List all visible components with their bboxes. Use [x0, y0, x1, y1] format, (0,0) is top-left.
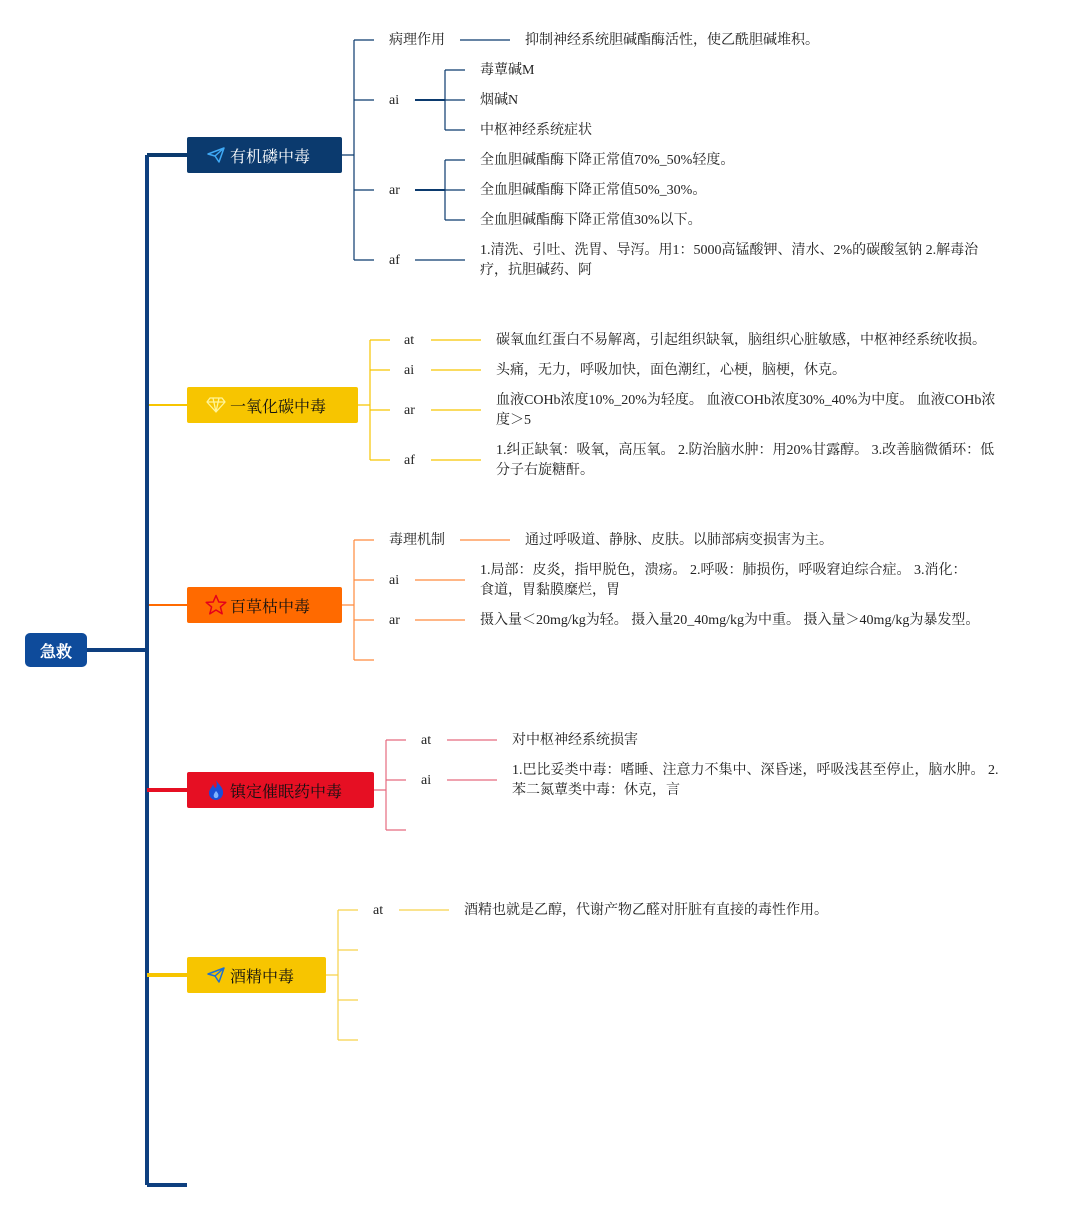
branch-sedative[interactable]	[187, 772, 374, 808]
node-key: ai	[421, 773, 432, 788]
flame-icon	[205, 779, 227, 801]
node-sub: 毒蕈碱M	[480, 63, 535, 78]
branch-carbon-monoxide[interactable]	[187, 387, 358, 423]
node-key: ar	[389, 183, 400, 198]
node-sub: 全血胆碱酯酶下降正常值50%_30%。	[480, 183, 707, 198]
branch-label: 镇定催眠药中毒	[230, 781, 343, 801]
branch-paraquat[interactable]	[187, 587, 342, 623]
branch-alcohol[interactable]	[187, 957, 326, 993]
node-text: 摄入量＜20mg/kg为轻。 摄入量20_40mg/kg为中重。 摄入量＞40mg/kg为暴发型。	[480, 613, 980, 628]
node-text: 对中枢神经系统损害	[512, 733, 638, 748]
node-text: 1.巴比妥类中毒：嗜睡、注意力不集中、深昏迷，呼吸浅甚至停止，脑水肿。 2.苯二氮蕈类中毒：休克，言	[512, 763, 999, 798]
branch2-lines	[340, 340, 481, 460]
node-key: ai	[389, 573, 400, 588]
node-text: 血液COHb浓度10%_20%为轻度。 血液COHb浓度30%_40%为中度。 血液COHb浓度＞5	[496, 393, 996, 428]
node-text: 酒精也就是乙醇，代谢产物乙醛对肝脏有直接的毒性作用。	[464, 903, 828, 918]
node-text: 抑制神经系统胆碱酯酶活性，使乙酰胆碱堆积。	[525, 33, 819, 48]
node-key: af	[389, 253, 400, 268]
node-text: 1.清洗、引吐、洗胃、导泻。用1：5000高锰酸钾、清水、2%的碳酸氢钠 2.解毒治疗，抗胆碱药、阿	[480, 243, 979, 278]
node-key: 毒理机制	[389, 533, 445, 548]
node-key: at	[421, 733, 432, 748]
root-node[interactable]: 急救	[25, 633, 87, 667]
node-key: ar	[404, 403, 415, 418]
node-key: ai	[404, 363, 415, 378]
node-text: 碳氧血红蛋白不易解离，引起组织缺氧，脑组织心脏敏感，中枢神经系统收损。	[496, 333, 986, 348]
branch-label: 一氧化碳中毒	[230, 396, 327, 416]
branch-label: 有机磷中毒	[230, 146, 311, 166]
diamond-icon	[205, 394, 227, 416]
branch-organophosphate[interactable]	[187, 137, 342, 173]
node-sub: 中枢神经系统症状	[480, 123, 592, 138]
node-key: ai	[389, 93, 400, 108]
branch5-lines	[308, 910, 449, 1040]
node-key: at	[404, 333, 415, 348]
node-key: af	[404, 453, 415, 468]
node-key: 病理作用	[389, 33, 445, 48]
trunk-lines	[87, 155, 187, 1185]
node-key: at	[373, 903, 384, 918]
node-text: 通过呼吸道、静脉、皮肤。以肺部病变损害为主。	[525, 533, 833, 548]
node-text: 头痛，无力，呼吸加快，面色潮红，心梗，脑梗，休克。	[496, 363, 846, 378]
node-text: 1.纠正缺氧：吸氧，高压氧。 2.防治脑水肿：用20%甘露醇。 3.改善脑微循环：低分子右旋糖酐。	[496, 443, 995, 478]
star-icon	[205, 594, 227, 616]
branch-label: 酒精中毒	[230, 966, 295, 986]
node-key: ar	[389, 613, 400, 628]
node-sub: 烟碱N	[480, 93, 519, 108]
paper-plane-icon	[205, 144, 227, 166]
paper-plane-icon	[205, 964, 227, 986]
node-sub: 全血胆碱酯酶下降正常值70%_50%轻度。	[480, 153, 735, 168]
branch-label: 百草枯中毒	[230, 596, 311, 616]
node-text: 1.局部：皮炎，指甲脱色，溃疡。 2.呼吸：肺损伤，呼吸窘迫综合症。 3.消化：食道，胃黏膜糜烂，胃	[480, 563, 967, 598]
node-sub: 全血胆碱酯酶下降正常值30%以下。	[480, 213, 702, 228]
